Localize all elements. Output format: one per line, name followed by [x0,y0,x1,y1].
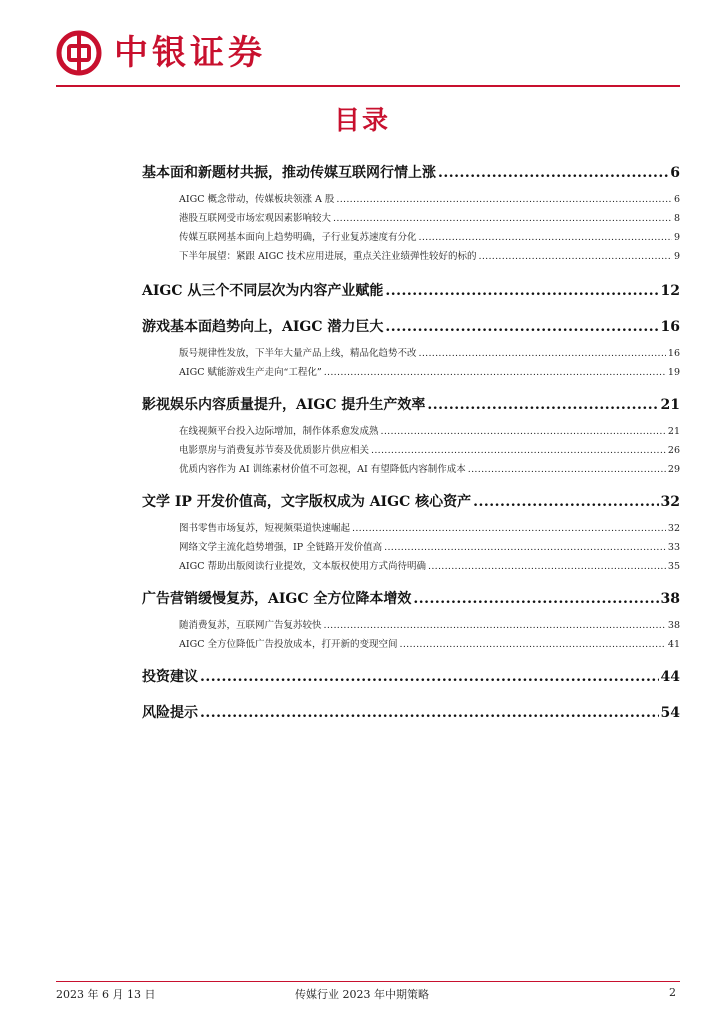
toc-section-page: 6 [670,165,680,181]
dot-leader [352,519,666,538]
toc-section-title: 影视娱乐内容质量提升，AIGC 提升生产效率 [142,397,426,413]
toc-item-page: 21 [667,426,680,437]
page-header [56,28,680,80]
toc-item-page: 26 [667,445,680,456]
toc-item[interactable] [142,557,680,576]
toc-subsection-list [142,422,680,479]
toc-section[interactable] [142,702,680,724]
toc-item-page: 6 [673,194,680,205]
toc-item-page: 41 [667,639,680,650]
dot-leader [371,441,666,460]
toc-item[interactable] [142,422,680,441]
toc-item-title: 传媒互联网基本面向上趋势明确，子行业复苏速度有分化 [179,232,417,243]
toc-section-page: 21 [660,397,680,413]
toc-item[interactable] [142,344,680,363]
dot-leader [479,247,672,266]
toc-section[interactable] [142,162,680,184]
toc-subsection-list [142,344,680,382]
table-of-contents [142,150,680,724]
footer-report-title: 传媒行业 2023 年中期策略 [295,988,429,1001]
toc-section-title: 广告营销缓慢复苏，AIGC 全方位降本增效 [142,591,412,607]
toc-section-page: 16 [660,319,680,335]
toc-section-title: 游戏基本面趋势向上，AIGC 潜力巨大 [142,319,384,335]
toc-item[interactable] [142,228,680,247]
toc-section-page: 12 [660,283,680,299]
toc-section-title: 文学 IP 开发价值高，文字版权成为 AIGC 核心资产 [142,494,472,510]
toc-item[interactable] [142,247,680,266]
toc-item[interactable] [142,209,680,228]
dot-leader [473,491,658,513]
toc-item-page: 19 [667,367,680,378]
dot-leader [468,460,666,479]
dot-leader [336,190,672,209]
toc-section-title: AIGC 从三个不同层次为内容产业赋能 [142,283,384,299]
dot-leader [200,702,659,724]
dot-leader [413,588,658,610]
toc-section-title: 投资建议 [142,669,198,685]
toc-section-page: 44 [660,669,680,685]
footer-page-number: 2 [669,986,676,999]
dot-leader [324,616,666,635]
toc-item-title: 网络文学主流化趋势增强，IP 全链路开发价值高 [179,542,383,553]
toc-item[interactable] [142,190,680,209]
toc-item[interactable] [142,460,680,479]
toc-item-page: 8 [673,213,680,224]
dot-leader [324,363,666,382]
toc-item-title: 版号规律性发放，下半年大量产品上线，精品化趋势不改 [179,348,417,359]
toc-item-title: 下半年展望：紧跟 AIGC 技术应用进展，重点关注业绩弹性较好的标的 [179,251,477,262]
dot-leader [419,344,666,363]
toc-item-page: 38 [667,620,680,631]
toc-section-title: 风险提示 [142,705,198,721]
toc-item-title: AIGC 全方位降低广告投放成本，打开新的变现空间 [179,639,398,650]
dot-leader [427,394,658,416]
toc-subsection-list [142,616,680,654]
toc-item-title: AIGC 赋能游戏生产走向“工程化” [179,367,322,378]
toc-item-page: 9 [673,232,680,243]
dot-leader [428,557,666,576]
toc-item-title: AIGC 概念带动，传媒板块领涨 A 股 [179,194,335,205]
toc-item-title: 优质内容作为 AI 训练素材价值不可忽视，AI 有望降低内容制作成本 [179,464,466,475]
toc-item-page: 32 [667,523,680,534]
toc-section[interactable] [142,394,680,416]
header-divider [56,85,680,87]
dot-leader [419,228,672,247]
toc-item[interactable] [142,441,680,460]
toc-item-page: 33 [667,542,680,553]
toc-item-title: 随消费复苏，互联网广告复苏较快 [179,620,322,631]
brand-name: 中银证券 [114,33,266,73]
toc-section-title: 基本面和新题材共振，推动传媒互联网行情上涨 [142,165,436,181]
toc-item[interactable] [142,635,680,654]
toc-section[interactable] [142,491,680,513]
dot-leader [400,635,666,654]
dot-leader [385,316,658,338]
dot-leader [438,162,668,184]
toc-item-title: 在线视频平台投入边际增加，制作体系愈发成熟 [179,426,379,437]
footer-date: 2023 年 6 月 13 日 [56,988,156,1001]
toc-item[interactable] [142,363,680,382]
toc-item[interactable] [142,616,680,635]
toc-subsection-list [142,519,680,576]
toc-item[interactable] [142,519,680,538]
toc-section-page: 38 [660,591,680,607]
toc-item-page: 35 [667,561,680,572]
toc-section[interactable] [142,280,680,302]
dot-leader [333,209,672,228]
toc-section-page: 32 [660,494,680,510]
toc-item-title: 图书零售市场复苏，短视频渠道快速崛起 [179,523,351,534]
toc-title: 目录 [333,106,390,136]
toc-item-title: AIGC 帮助出版阅读行业提效，文本版权使用方式尚待明确 [179,561,426,572]
toc-item-page: 16 [667,348,680,359]
toc-item-title: 港股互联网受市场宏观因素影响较大 [179,213,332,224]
toc-section-page: 54 [660,705,680,721]
toc-item[interactable] [142,538,680,557]
toc-subsection-list [142,190,680,266]
dot-leader [385,280,658,302]
toc-item-title: 电影票房与消费复苏节奏及优质影片供应相关 [179,445,370,456]
bank-of-china-logo-icon [56,30,102,76]
dot-leader [384,538,666,557]
toc-item-page: 9 [673,251,680,262]
toc-section[interactable] [142,588,680,610]
dot-leader [381,422,666,441]
toc-section[interactable] [142,316,680,338]
dot-leader [200,666,659,688]
footer-divider [56,981,680,982]
toc-item-page: 29 [667,464,680,475]
toc-section[interactable] [142,666,680,688]
